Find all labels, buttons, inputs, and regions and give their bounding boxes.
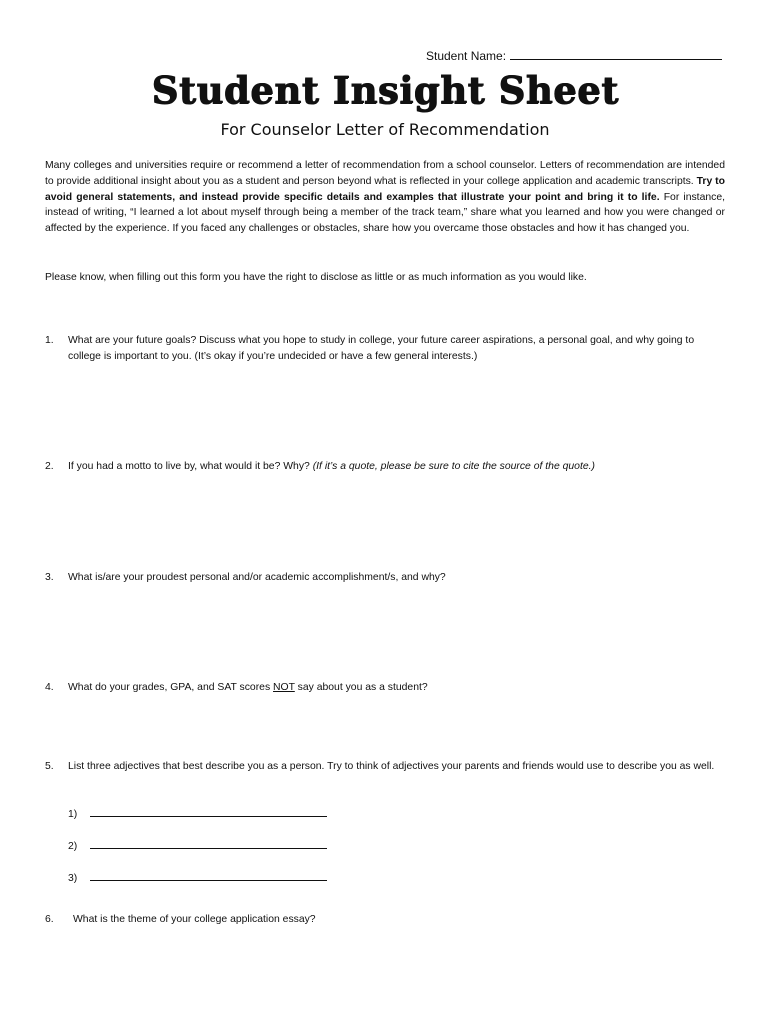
question-number: 6. xyxy=(45,914,54,925)
question-number: 1. xyxy=(45,335,54,346)
intro-text-1: Many colleges and universities require or recommend a letter of recommendation from a school counselor. Letters of recommendation are intended to provide additional insight about you as a student and person beyond what is reflected in your college application and academic transcripts. xyxy=(45,160,725,187)
adjective-label: 3) xyxy=(68,873,78,884)
question-text: List three adjectives that best describe you as a person. Try to think of adjectives your parents and friends would use to describe you as well. xyxy=(68,761,715,772)
question-6 xyxy=(45,912,725,928)
question-number: 4. xyxy=(45,682,54,693)
question-5 xyxy=(45,759,725,775)
adjective-line-1 xyxy=(68,806,327,820)
question-1 xyxy=(45,333,725,365)
question-number: 5. xyxy=(45,761,54,772)
disclosure-note: Please know, when filling out this form you have the right to disclose as little or as much information as you would like. xyxy=(45,272,587,283)
student-name-field xyxy=(426,47,722,63)
question-2 xyxy=(45,459,725,475)
page-subtitle: For Counselor Letter of Recommendation xyxy=(220,120,550,139)
student-name-label: Student Name: xyxy=(426,49,507,63)
question-number: 2. xyxy=(45,461,54,472)
question-text-main: If you had a motto to live by, what would it be? Why? xyxy=(68,461,313,472)
adjective-blank[interactable] xyxy=(90,870,327,881)
adjective-blank[interactable] xyxy=(90,806,327,817)
question-text: What is/are your proudest personal and/or academic accomplishment/s, and why? xyxy=(68,572,446,583)
question-text-italic: (If it’s a quote, please be sure to cite the source of the quote.) xyxy=(312,461,595,472)
intro-text-2: For instance, instead of writing, “I learned a lot about myself through being a member of the track team,” share what you learned and how you were changed or affected by the experience. If you faced any challenges or obstacles, share how you overcame those obstacles and how it has changed you. xyxy=(45,191,725,235)
adjective-line-3 xyxy=(68,870,327,884)
question-text-after: say about you as a student? xyxy=(294,682,428,693)
intro-bold-text: Try to avoid general statements, and instead provide specific details and examples that illustrate your point and bring it to life. xyxy=(45,175,725,203)
question-number: 3. xyxy=(45,572,54,583)
adjective-line-2 xyxy=(68,838,327,852)
adjective-label: 1) xyxy=(68,809,78,820)
page-title: Student Insight Sheet xyxy=(151,68,619,112)
question-text xyxy=(68,680,725,696)
question-3 xyxy=(45,570,725,586)
question-text-underlined: NOT xyxy=(273,682,295,693)
question-text: What are your future goals? Discuss what you hope to study in college, your future career aspirations, a personal goal, and why going to college is important to you. (It’s okay if you’re undecided or have a few general interests.) xyxy=(68,335,695,362)
question-4 xyxy=(45,680,725,696)
question-text: What is the theme of your college application essay? xyxy=(73,914,316,925)
adjective-label: 2) xyxy=(68,841,78,852)
intro-paragraph xyxy=(45,158,725,237)
adjective-blank[interactable] xyxy=(90,838,327,849)
student-name-blank[interactable] xyxy=(510,47,722,60)
question-text-before: What do your grades, GPA, and SAT scores xyxy=(68,682,274,693)
question-text xyxy=(68,459,725,475)
